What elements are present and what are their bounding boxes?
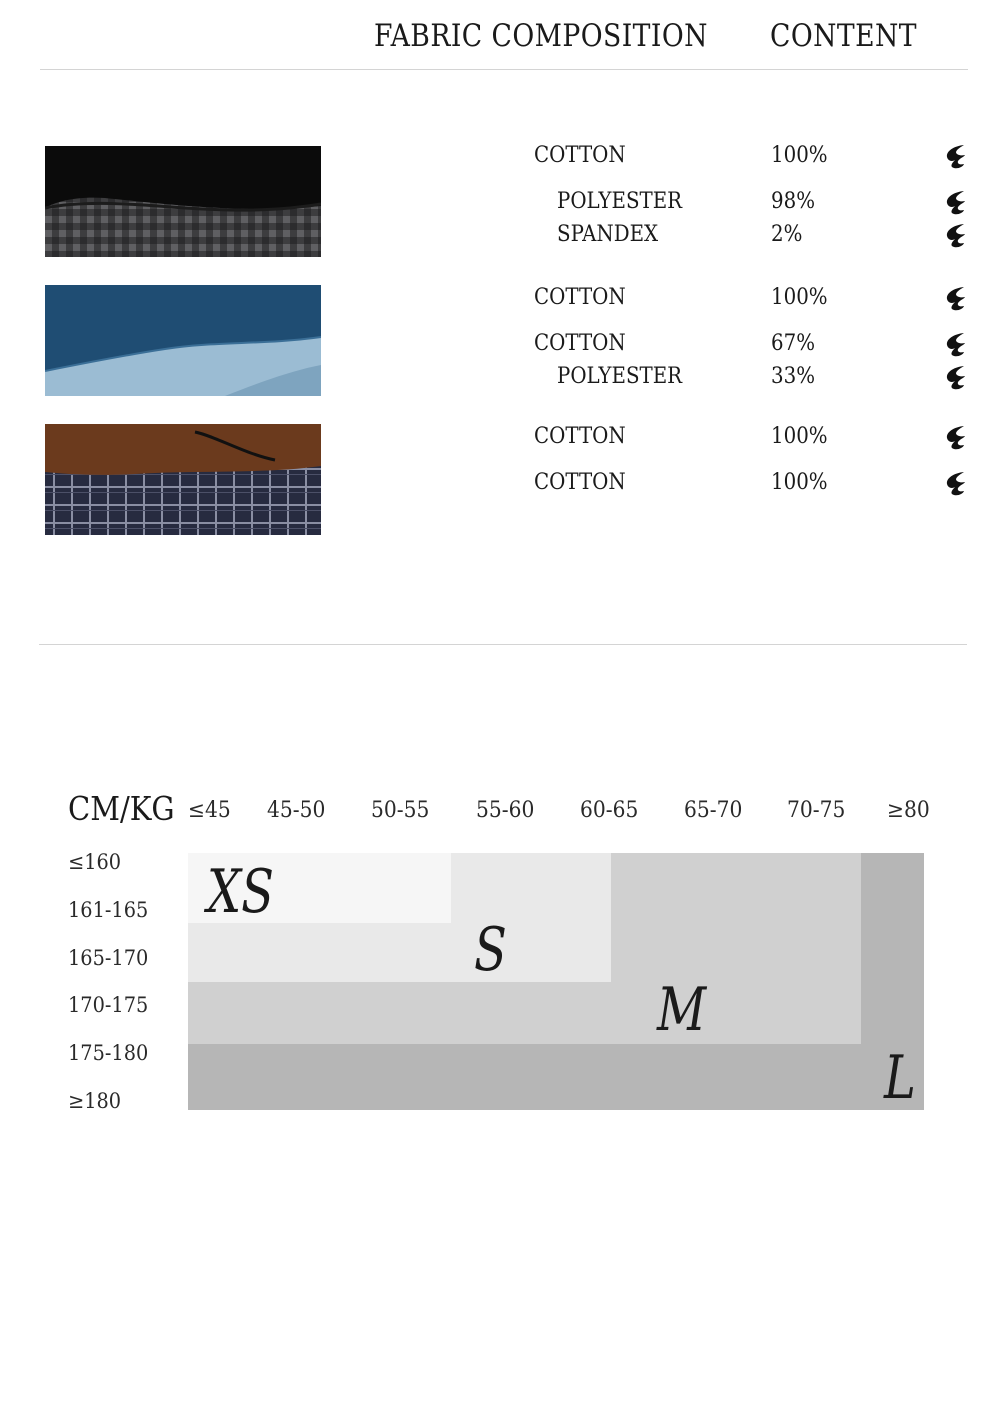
composition-fiber: COTTON bbox=[534, 424, 626, 449]
swatch-1-image bbox=[45, 146, 321, 257]
composition-content: 33% bbox=[771, 364, 816, 389]
feather-leaf-icon bbox=[942, 188, 968, 216]
weight-range-label: 55-60 bbox=[476, 798, 535, 823]
composition-content: 100% bbox=[771, 285, 828, 310]
swatch-2-image bbox=[45, 285, 321, 396]
weight-range-label: 60-65 bbox=[580, 798, 639, 823]
weight-range-label: 45-50 bbox=[267, 798, 326, 823]
composition-fiber: COTTON bbox=[534, 470, 626, 495]
height-range-label: 170-175 bbox=[68, 993, 149, 1017]
feather-leaf-icon bbox=[942, 423, 968, 451]
fabric-swatch-3 bbox=[45, 424, 321, 535]
composition-fiber: COTTON bbox=[534, 331, 626, 356]
composition-content: 100% bbox=[771, 143, 828, 168]
composition-content: 67% bbox=[771, 331, 816, 356]
composition-content: 100% bbox=[771, 470, 828, 495]
feather-leaf-icon bbox=[942, 330, 968, 358]
height-range-label: 161-165 bbox=[68, 898, 149, 922]
fabric-composition-heading: FABRIC COMPOSITION bbox=[374, 18, 708, 54]
header-divider bbox=[40, 69, 968, 70]
height-range-label: 175-180 bbox=[68, 1041, 149, 1065]
fabric-swatch-2 bbox=[45, 285, 321, 396]
weight-range-label: ≤45 bbox=[188, 798, 231, 823]
composition-fiber: SPANDEX bbox=[557, 222, 659, 247]
weight-range-label: 50-55 bbox=[371, 798, 430, 823]
height-range-label: ≥180 bbox=[68, 1089, 122, 1113]
composition-content: 2% bbox=[771, 222, 803, 247]
composition-fiber: COTTON bbox=[534, 143, 626, 168]
feather-leaf-icon bbox=[942, 142, 968, 170]
feather-leaf-icon bbox=[942, 284, 968, 312]
size-label-xs: XS bbox=[207, 857, 275, 927]
composition-fiber: COTTON bbox=[534, 285, 626, 310]
height-range-label: 165-170 bbox=[68, 946, 149, 970]
content-heading: CONTENT bbox=[770, 18, 917, 54]
size-label-s: S bbox=[474, 915, 507, 985]
feather-leaf-icon bbox=[942, 363, 968, 391]
size-chart-corner-label: CM/KG bbox=[68, 789, 175, 828]
size-label-l: L bbox=[884, 1043, 916, 1113]
swatch-3-image bbox=[45, 424, 321, 535]
height-range-label: ≤160 bbox=[68, 850, 122, 874]
composition-fiber: POLYESTER bbox=[557, 364, 683, 389]
composition-content: 100% bbox=[771, 424, 828, 449]
weight-range-label: ≥80 bbox=[887, 798, 930, 823]
composition-fiber: POLYESTER bbox=[557, 189, 683, 214]
fabric-swatch-1 bbox=[45, 146, 321, 257]
section-divider bbox=[39, 644, 967, 645]
feather-leaf-icon bbox=[942, 469, 968, 497]
feather-leaf-icon bbox=[942, 221, 968, 249]
size-label-m: M bbox=[657, 975, 707, 1045]
weight-range-label: 70-75 bbox=[787, 798, 846, 823]
composition-content: 98% bbox=[771, 189, 816, 214]
weight-range-label: 65-70 bbox=[684, 798, 743, 823]
